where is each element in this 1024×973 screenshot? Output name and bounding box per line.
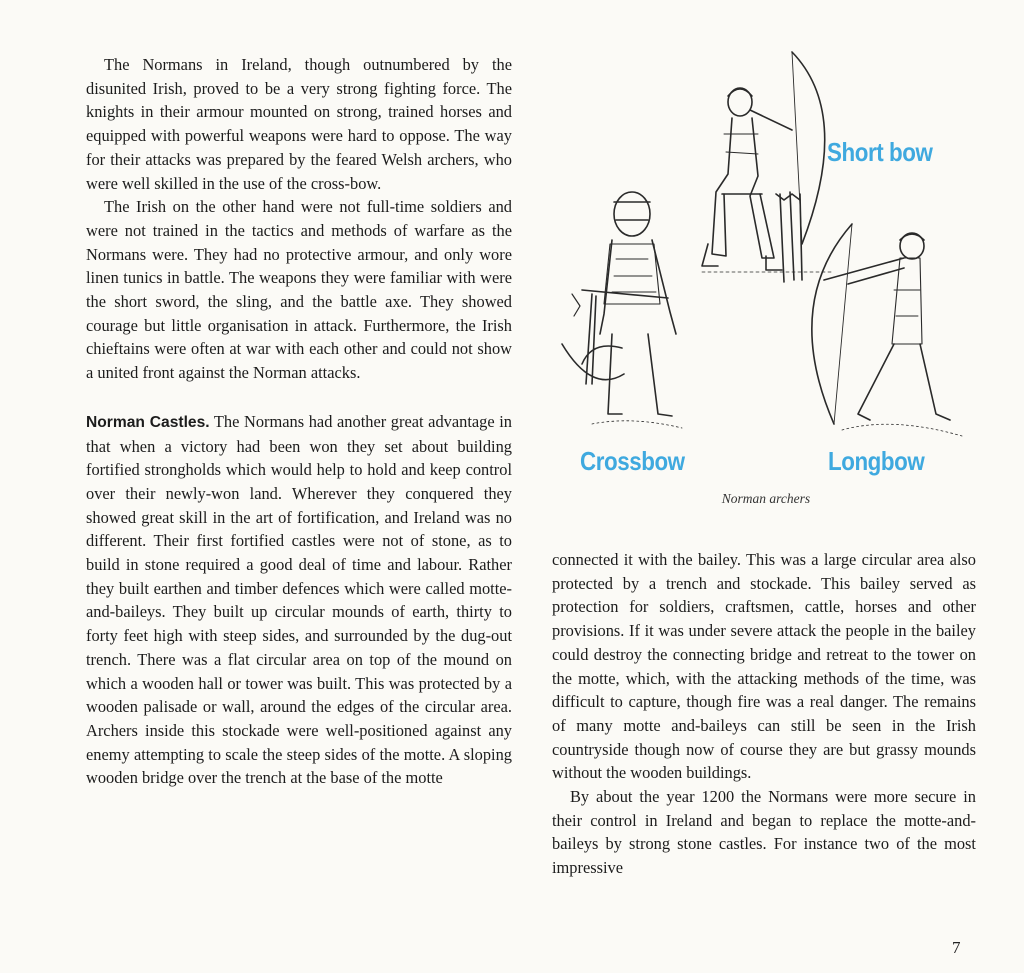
label-short-bow: Short bow [827,137,933,167]
paragraph-stone-castles: By about the year 1200 the Normans were more secure in their control in Ireland and began to replace the motte-and-baileys by strong stone castles. For instance two of the most impressive [552,787,976,878]
left-column [86,53,512,790]
right-column [552,548,976,880]
short-bow-archer-figure [702,52,832,282]
paragraph-norman-castles-text: The Normans had another great advantage in that when a victory had been won they set about building fortified strongholds which would help to hold and keep control over their newly-won land. Wherever they conquered they showed great skill in the art of fortification, and Ireland was no different. Their first fortified castles were not of stone, as to build in stone required a good deal of time and labour. Rather they built earthen and timber defences which were called motte-and-baileys. They built up circular mounds of earth, thirty to forty feet high with steep sides, and surrounded by the dug-out trench. There was a flat circular area on top of the mound on which a wooden hall or tower was built. This was protected by a wooden palisade or wall, around the edges of the circular area. Archers inside this stockade were well-positioned against any enemy attempting to scale the steep sides of the motte. A sloping wooden bridge over the trench at the base of the motte [86,411,512,788]
longbow-archer-figure [812,224,962,436]
paragraph-irish-warfare: The Irish on the other hand were not full-time soldiers and were not trained in the tactics and methods of warfare as the Normans were. They had no protective armour, and only wore linen tunics in battle. The weapons they were familiar with were the short sword, the sling, and the battle axe. They showed courage but little organisation in attack. Furthermore, the Irish chieftains were often at war with each other and could not show a united front against the Norman attacks. [86,197,512,383]
paragraph-bailey: connected it with the bailey. This was a large circular area also protected by a trench and stockade. This bailey served as protection for soldiers, craftsmen, cattle, horses and other provisions. If it was under severe attack the people in the bailey could destroy the connecting bridge and retreat to the tower on the motte, which, with the attacking methods of the time, was difficult to capture, though fire was a real danger. The remains of many motte and-baileys can still be seen in the Irish countryside though now of course they are but grassy mounds without the wooden buildings. [552,550,976,783]
paragraph-normans-fighting-force: The Normans in Ireland, though outnumbered by the disunited Irish, proved to be a very strong fighting force. The knights in their armour mounted on strong, trained horses and equipped with powerful weapons were hard to oppose. The way for their attacks was prepared by the feared Welsh archers, who were well skilled in the use of the cross-bow. [86,55,512,193]
section-heading-norman-castles: Norman Castles. [86,413,210,431]
paragraph-norman-castles [86,410,512,790]
label-longbow: Longbow [828,446,925,476]
crossbow-archer-figure [562,192,682,428]
label-crossbow: Crossbow [580,446,685,476]
page-number: 7 [952,938,961,957]
figure-caption: Norman archers [721,491,811,506]
norman-archers-illustration [552,44,992,514]
archers-drawing [552,44,992,514]
